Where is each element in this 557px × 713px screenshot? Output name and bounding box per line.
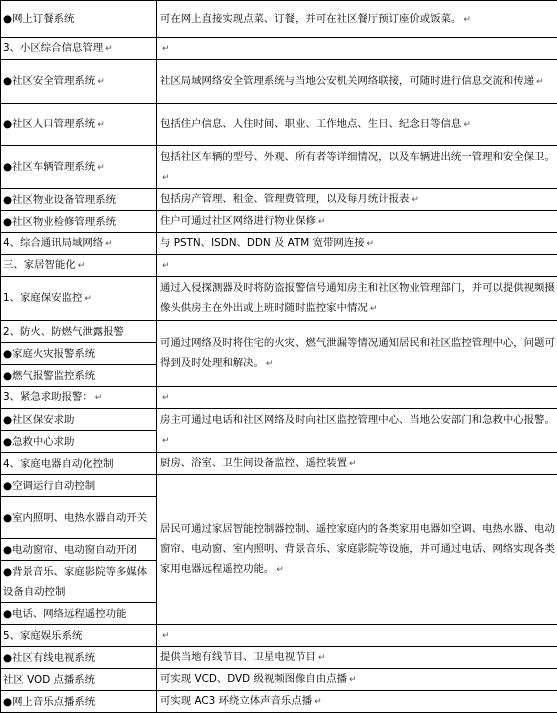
row-description: 住户可通过社区网络进行物业保修 ↵	[157, 211, 557, 233]
paragraph-mark-icon: ↵	[162, 436, 170, 446]
section-heading: 1、家庭保安监控 ↵	[1, 277, 157, 321]
row-description: 厨房、浴室、卫生间设备监控、遥控装置 ↵	[157, 453, 557, 475]
table-row	[1, 625, 557, 647]
row-label: ●急救中心求助	[1, 431, 157, 453]
paragraph-mark-icon: ↵	[84, 294, 92, 304]
table-row	[1, 277, 557, 321]
row-description	[157, 255, 557, 277]
table-row	[1, 1, 557, 38]
table-row	[1, 647, 557, 669]
row-label: ●燃气报警监控系统	[1, 365, 157, 387]
table-row	[1, 691, 557, 713]
paragraph-mark-icon: ↵	[318, 217, 326, 227]
paragraph-mark-icon: ↵	[162, 44, 170, 54]
table-row	[1, 409, 557, 431]
paragraph-mark-icon: ↵	[105, 44, 113, 54]
row-description: 提供当地有线节目、卫星电视节目 ↵	[157, 647, 557, 669]
section-heading: 4、家庭电器自动化控制	[1, 453, 157, 475]
row-label: ●电动窗帘、电动窗自动开闭	[1, 539, 157, 561]
table-row	[1, 60, 557, 104]
paragraph-mark-icon: ↵	[95, 393, 103, 403]
section-heading: 三、家居智能化 ↵	[1, 255, 157, 277]
paragraph-mark-icon: ↵	[314, 697, 322, 707]
paragraph-mark-icon: ↵	[349, 459, 357, 469]
paragraph-mark-icon: ↵	[97, 163, 105, 173]
section-heading: 4、综合通讯局域网络 ↵	[1, 233, 157, 255]
row-description: 可在网上直接实现点菜、订餐，并可在社区餐厅预订座价或饭菜。 ↵	[157, 1, 557, 38]
paragraph-mark-icon: ↵	[367, 239, 375, 249]
table-row	[1, 38, 557, 60]
row-description: 包括房产管理、租金、管理费管理，以及每月统计报表 ↵	[157, 189, 557, 211]
row-description	[157, 625, 557, 647]
paragraph-mark-icon: ↵	[162, 631, 170, 641]
table-row	[1, 104, 557, 146]
paragraph-mark-icon: ↵	[105, 239, 113, 249]
row-description	[157, 387, 557, 409]
paragraph-mark-icon: ↵	[162, 173, 170, 183]
row-label: ●室内照明、电热水器自动开关	[1, 497, 157, 539]
table-row	[1, 321, 557, 343]
table-row	[1, 146, 557, 189]
row-description: 居民可通过家居智能控制器控制、遥控家庭内的各类家用电器如空调、电热水器、电动窗帘、电动窗、室内照明、背景音乐、家庭影院等设施，并可通过电话、网络实现各类家用电器远程遥控功能。 ↵	[157, 475, 557, 625]
section-heading: 3、紧急求助报警： ↵	[1, 387, 157, 409]
paragraph-mark-icon: ↵	[370, 304, 378, 314]
table-row	[1, 255, 557, 277]
paragraph-mark-icon: ↵	[266, 359, 274, 369]
row-description: 通过入侵探测器及时将防盗报警信号通知房主和社区物业管理部门，并可以提供视频摄像头供房主在外出或上班时随时监控家中情况 ↵	[157, 277, 557, 321]
section-heading: 5、家庭娱乐系统	[1, 625, 157, 647]
paragraph-mark-icon: ↵	[97, 77, 105, 87]
row-description: 包括社区车辆的型号、外观、所有者等详细情况，以及车辆进出统一管理和安全保卫。↵	[157, 146, 557, 189]
row-label: ●电话、网络远程遥控功能	[1, 603, 157, 625]
row-description: 可实现 VCD、DVD 级视频图像自由点播 ↵	[157, 669, 557, 691]
row-label: ●社区物业设备管理系统	[1, 189, 157, 211]
row-description	[157, 38, 557, 60]
row-label: ●社区人口管理系统 ↵	[1, 104, 157, 146]
row-label: ●社区保安求助	[1, 409, 157, 431]
section-heading: 3、小区综合信息管理 ↵	[1, 38, 157, 60]
row-label: ●社区有线电视系统	[1, 647, 157, 669]
row-label: ●空调运行自动控制	[1, 475, 157, 497]
row-label: ●网上订餐系统	[1, 1, 157, 38]
row-label: ●背景音乐、家庭影院等多媒体设备自动控制	[1, 561, 157, 603]
paragraph-mark-icon: ↵	[411, 195, 419, 205]
table-row	[1, 233, 557, 255]
section-heading: 2、防火、防燃气泄露报警	[1, 321, 157, 343]
paragraph-mark-icon: ↵	[78, 261, 86, 271]
row-description: 房主可通过电话和社区网络及时向社区监控管理中心、当地公安部门和急救中心报警。↵	[157, 409, 557, 453]
paragraph-mark-icon: ↵	[162, 393, 170, 403]
row-label: ●社区物业检修管理系统	[1, 211, 157, 233]
row-label: ●家庭火灾报警系统	[1, 343, 157, 365]
paragraph-mark-icon: ↵	[276, 565, 284, 575]
row-description: 与 PSTN、ISDN、DDN 及 ATM 宽带网连接 ↵	[157, 233, 557, 255]
row-label: ●社区安全管理系统 ↵	[1, 60, 157, 104]
paragraph-mark-icon: ↵	[162, 261, 170, 271]
paragraph-mark-icon: ↵	[536, 77, 544, 87]
paragraph-mark-icon: ↵	[349, 675, 357, 685]
table-row	[1, 211, 557, 233]
table-row	[1, 453, 557, 475]
row-label: ●社区车辆管理系统 ↵	[1, 146, 157, 189]
paragraph-mark-icon: ↵	[97, 120, 105, 130]
row-description: 包括住户信息、人住时间、职业、工作地点、生日、纪念日等信息 ↵	[157, 104, 557, 146]
paragraph-mark-icon: ↵	[463, 15, 471, 25]
table-row	[1, 387, 557, 409]
table-row	[1, 669, 557, 691]
row-label: ●网上音乐点播系统	[1, 691, 157, 713]
table-row	[1, 189, 557, 211]
row-label: 社区 VOD 点播系统	[1, 669, 157, 691]
paragraph-mark-icon: ↵	[318, 653, 326, 663]
paragraph-mark-icon: ↵	[463, 120, 471, 130]
table-row	[1, 475, 557, 497]
row-description: 社区局域网络安全管理系统与当地公安机关网络联接，可随时进行信息交流和传递 ↵	[157, 60, 557, 104]
row-description: 可通过网络及时将住宅的火灾、燃气泄漏等情况通知居民和社区监控管理中心，问题可得到及时处理和解决。 ↵	[157, 321, 557, 387]
row-description: 可实现 AC3 环绕立体声音乐点播 ↵	[157, 691, 557, 713]
